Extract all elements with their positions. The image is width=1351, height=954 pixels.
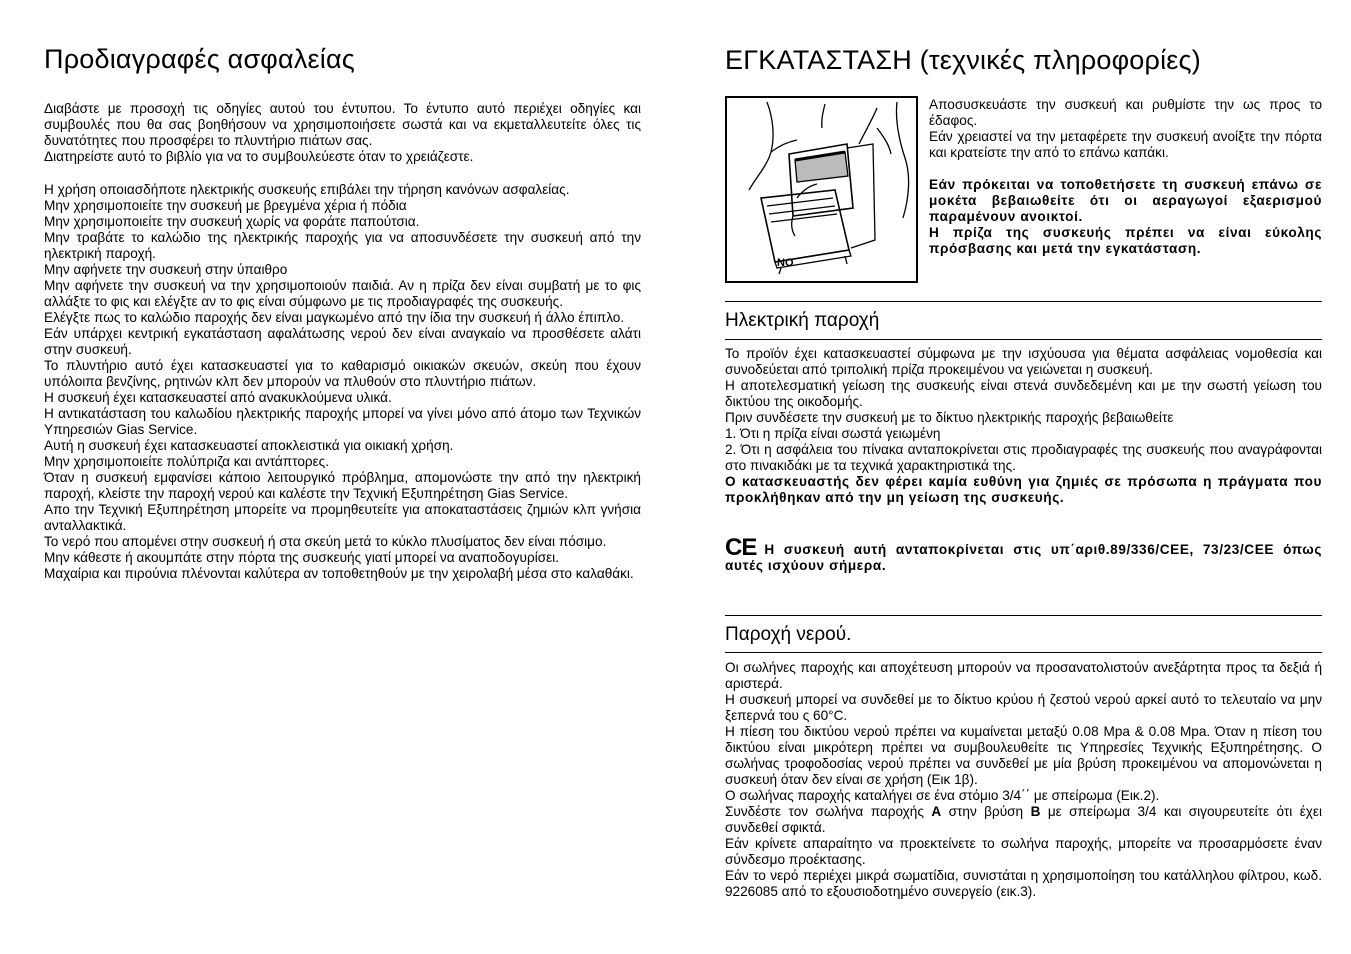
intro-paragraph: Διατηρείστε αυτό το βιβλίο για να το συμβουλεύεστε όταν το χρειάζεστε. (44, 149, 474, 164)
safety-rule: Η αντικατάσταση του καλωδίου ηλεκτρικής παροχής μπορεί να γίνει μόνο από άτομο των Τεχνικών Υπηρεσιών Gias Service. (44, 406, 641, 437)
ce-compliance-text: Η συσκευή αυτή ανταποκρίνεται στις υπ΄αριθ.89/336/CEE, 73/23/CEE όπως αυτές ισχύουν σήμερα. (725, 542, 1322, 573)
electric-paragraph: Η αποτελεσματική γείωση της συσκευής είναι στενά συνδεδεμένη και με την σωστή γείωση του δικτύου της οικοδομής. (725, 378, 1322, 409)
electric-section-body (725, 346, 1322, 506)
safety-rule: Η χρήση οποιασδήποτε ηλεκτρικής συσκευής επιβάλει την τήρηση κανόνων ασφαλείας. (44, 182, 570, 197)
safety-title: Προδιαγραφές ασφαλείας (44, 44, 355, 74)
water-paragraph: Ο σωλήνας παροχής καταλήγει σε ένα στόμιο 3/4΄΄ με σπείρωμα (Εικ.2). (725, 788, 1160, 803)
water-section-body (725, 660, 1322, 900)
section-divider (725, 301, 1322, 302)
safety-rule: Το νερό που απομένει στην συσκευή ή στα σκεύη μετά το κύκλο πλυσίματος δεν είναι πόσιμο. (44, 534, 607, 549)
safety-rule: Η συσκευή έχει κατασκευαστεί από ανακυκλούμενα υλικά. (44, 390, 392, 405)
install-paragraph: Αποσυσκευάστε την συσκευή και ρυθμίστε την ως προς το έδαφος. (929, 97, 1322, 128)
electric-paragraph: Το προϊόν έχει κατασκευαστεί σύμφωνα με την ισχύουσα για θέματα ασφάλειας νομοθεσία και συνοδεύεται από τριπολική πρίζα προκειμένου να γειώνεται η συσκευή. (725, 346, 1322, 377)
lifting-illustration-icon (727, 98, 916, 281)
install-warning: Εάν πρόκειται να τοποθετήσετε τη συσκευή επάνω σε μοκέτα βεβαιωθείτε ότι οι αεραγωγοί εξαερισμού παραμένουν ανοικτοί. (929, 177, 1322, 224)
safety-rule: Μην κάθεστε ή ακουμπάτε στην πόρτα της συσκευής γιατί μπορεί να αναποδογυρίσει. (44, 550, 559, 565)
section-divider (725, 339, 1322, 340)
safety-rule: Όταν η συσκευή εμφανίσει κάποιο λειτουργικό πρόβλημα, απομονώστε την από την ηλεκτρική παροχή, κλείστε την παροχή νερού και καλέστε την Τεχνική Εξυπηρέτηση Gias Service. (44, 470, 641, 501)
connect-label-b: B (1030, 804, 1041, 819)
water-paragraph: Η πίεση του δικτύου νερού πρέπει να κυμαίνεται μεταξύ 0.08 Mpa & 0.08 Mpa. Όταν η πίεση του δικτύου είναι μικρότερη πρέπει να συμβουλευθείτε τις Υπηρεσίες Τεχνικής Εξυπηρέτησης. Ο σωλήνας τροφοδοσίας νερού πρέπει να συνδεθεί με μία βρύση προκειμένου να απομονώνεται η συσκευή όταν δεν είναι σε χρήση (Εικ 1β). (725, 724, 1322, 787)
electric-section-title: Ηλεκτρική παροχή (725, 310, 880, 331)
water-connect-paragraph (725, 804, 1322, 836)
electric-paragraph: 2. Ότι η ασφάλεια του πίνακα ανταποκρίνεται στις προδιαγραφές της συσκευής που αναγράφονται στο πινακιδάκι με τα τεχνικά χαρακτηριστικά της. (725, 442, 1322, 473)
water-paragraph: Οι σωλήνες παροχής και αποχέτευση μπορούν να προσανατολιστούν ανεξάρτητα προς τα δεξιά ή αριστερά. (725, 660, 1322, 691)
installation-instructions (929, 97, 1322, 257)
safety-rule: Μην χρησιμοποιείτε πολύπριζα και αντάπτορες. (44, 454, 330, 469)
water-paragraph: Εάν το νερό περιέχει μικρά σωματίδια, συνιστάται η χρησιμοποίηση του κατάλληλου φίλτρου, κωδ. 9226085 από το εξουσιοδοτημένο συνεργείο (εικ.3). (725, 868, 1322, 899)
safety-intro (44, 101, 641, 165)
connect-text: με σπείρωμα 3/4 και σιγουρευτείτε ότι έχει συνδεθεί σφικτά. (725, 804, 1322, 835)
safety-rule: Το πλυντήριο αυτό έχει κατασκευαστεί για το καθαρισμό οικιακών σκευών, σκεύη που έχουν υπόλοιπα βενζίνης, ρητινών κλπ δεν μπορούν να πλυθούν στο πλυντήριο πιάτων. (44, 358, 641, 389)
installation-title: ΕΓΚΑΤΑΣΤΑΣΗ (τεχνικές πληροφορίες) (725, 45, 1201, 75)
section-divider (725, 615, 1322, 616)
electric-paragraph: Πριν συνδέσετε την συσκευή με το δίκτυο ηλεκτρικής παροχής βεβαιωθείτε (725, 410, 1174, 425)
safety-rule: Μην χρησιμοποιείτε την συσκευή χωρίς να φοράτε παπούτσια. (44, 214, 420, 229)
safety-rule: Μαχαίρια και πιρούνια πλένονται καλύτερα αν τοποθετηθούν με την χειρολαβή μέσα στο καλαθάκι. (44, 566, 634, 581)
water-paragraph: Η συσκευή μπορεί να συνδεθεί με το δίκτυο κρύου ή ζεστού νερού αρκεί αυτό το τελευταίο να μην ξεπερνά του ς 60°C. (725, 692, 1322, 723)
safety-rule: Μην αφήνετε την συσκευή να την χρησιμοποιούν παιδιά. Αν η πρίζα δεν είναι συμβατή με το φις αλλάξτε το φις και ελέγξτε αν το φις είναι σύμφωνο με τις προδιαγραφές της συσκευής. (44, 278, 641, 309)
dishwasher-lifting-illustration (725, 96, 918, 283)
safety-rule: Μην τραβάτε το καλώδιο της ηλεκτρικής παροχής για να αποσυνδέσετε την συσκευή από την ηλεκτρική παροχή. (44, 230, 641, 261)
intro-paragraph: Διαβάστε με προσοχή τις οδηγίες αυτού του έντυπου. Το έντυπο αυτό περιέχει οδηγίες και συμβουλές που θα σας βοηθήσουν να χρησιμοποιήσετε σωστά και να εκμεταλλευτείτε όλες τις δυνατότητες που προσφέρει το πλυντήριο πιάτων σας. (44, 101, 641, 148)
safety-rules (44, 182, 641, 582)
safety-rule: Ελέγξτε πως το καλώδιο παροχής δεν είναι μαγκωμένο από την ίδια την συσκευή ή άλλο έπιπλο. (44, 310, 625, 325)
electric-paragraph: 1. Ότι η πρίζα είναι σωστά γειωμένη (725, 426, 941, 441)
connect-text: Συνδέστε τον σωλήνα παροχής (725, 804, 932, 819)
safety-rule: Μην αφήνετε την συσκευή στην ύπαιθρο (44, 262, 288, 277)
connect-label-a: A (931, 804, 942, 819)
section-divider (725, 652, 1322, 653)
install-paragraph: Εάν χρειαστεί να την μεταφέρετε την συσκευή ανοίξτε την πόρτα και κρατείστε την από το επάνω καπάκι. (929, 129, 1322, 160)
figure-label: NO (777, 257, 794, 269)
safety-rule: Μην χρησιμοποιείτε την συσκευή με βρεγμένα χέρια ή πόδια (44, 198, 407, 213)
safety-rule: Εάν υπάρχει κεντρική εγκατάσταση αφαλάτωσης νερού δεν είναι αναγκαίο να προσθέσετε αλάτι στην συσκευή. (44, 326, 641, 357)
water-paragraph: Εάν κρίνετε απαραίτητο να προεκτείνετε το σωλήνα παροχής, μπορείτε να προσαρμόσετε έναν σύνδεσμο προέκτασης. (725, 836, 1322, 867)
ce-compliance (725, 534, 1322, 574)
electric-warning: Ο κατασκευαστής δεν φέρει καμία ευθύνη για ζημιές σε πρόσωπα η πράγματα που προκλήθηκαν από την μη γείωση της συσκευής. (725, 474, 1322, 505)
install-warning: Η πρίζα της συσκευής πρέπει να είναι εύκολης πρόσβασης και μετά την εγκατάσταση. (929, 225, 1322, 256)
water-section-title: Παροχή νερού. (725, 624, 852, 645)
safety-rule: Αυτή η συσκευή έχει κατασκευαστεί αποκλειστικά για οικιακή χρήση. (44, 438, 454, 453)
ce-mark-icon: CE (725, 534, 757, 561)
connect-text: στην βρύση (941, 804, 1031, 819)
safety-rule: Απο την Τεχνική Εξυπηρέτηση μπορείτε να προμηθευτείτε για αποκαταστάσεις ζημιών κλπ γνήσια ανταλλακτικά. (44, 502, 641, 533)
